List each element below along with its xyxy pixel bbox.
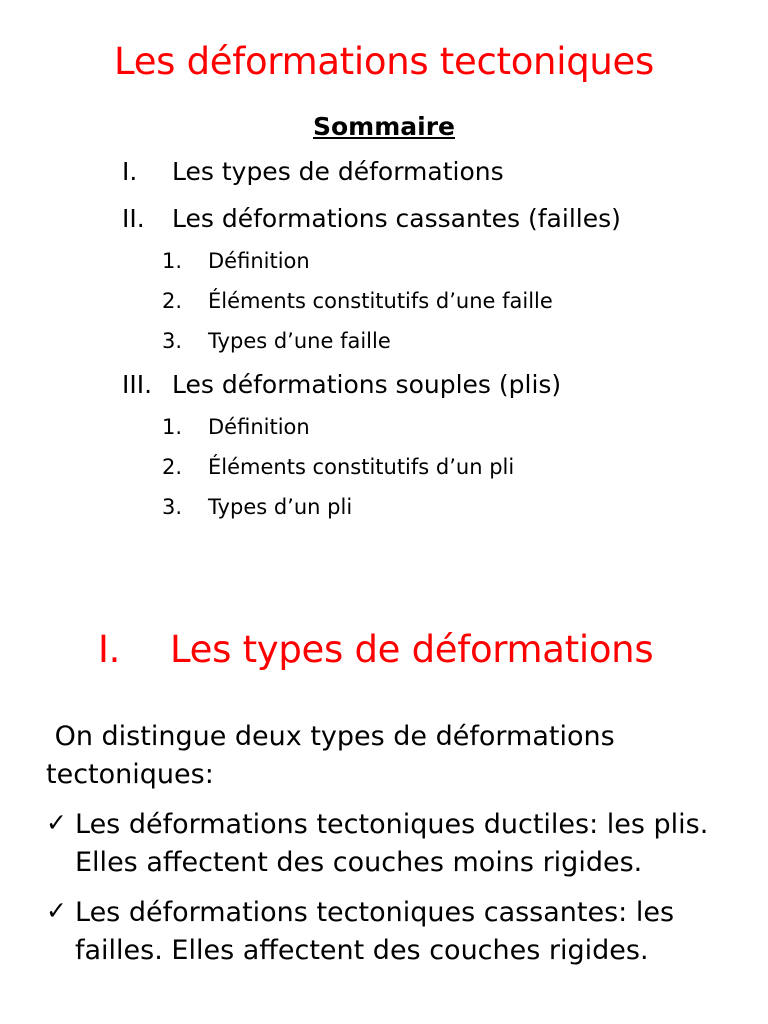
section-intro: On distingue deux types de déformations tectoniques:: [46, 721, 624, 790]
summary-subitem-label: Éléments constitutifs d’un pli: [208, 455, 515, 479]
summary-subitem-number: 2.: [162, 455, 183, 479]
section-title-text: Les types de déformations: [170, 628, 654, 671]
bullet-text: Les déformations tectoniques cassantes: les failles. Elles affectent des couches rigides.: [75, 897, 675, 966]
summary-item-number: I.: [122, 157, 138, 186]
bullet-item: [46, 894, 746, 970]
checkmark-icon: ✓: [46, 808, 67, 837]
summary-subitem: [162, 412, 310, 442]
bullet-item: [46, 806, 746, 882]
summary-heading: Sommaire: [312, 112, 455, 141]
page-title: Les déformations tectoniques: [114, 40, 654, 83]
summary-subitem-label: Types d’un pli: [208, 495, 353, 519]
summary-subitem-label: Éléments constitutifs d’une faille: [208, 289, 553, 313]
summary-item-label: Les types de déformations: [172, 157, 504, 186]
checkmark-icon: ✓: [46, 896, 67, 925]
section-number: I.: [98, 628, 121, 671]
summary-subitem-label: Définition: [208, 415, 310, 439]
bullet-text: Les déformations tectoniques ductiles: les plis. Elles affectent des couches moins rigides.: [75, 809, 709, 878]
summary-subitem: [162, 452, 514, 482]
summary-item-number: III.: [122, 370, 153, 399]
summary-subitem-number: 3.: [162, 329, 183, 353]
summary-subitem: [162, 286, 553, 316]
summary-subitem-number: 1.: [162, 415, 183, 439]
summary-subitem-label: Définition: [208, 249, 310, 273]
summary-item-1: [122, 155, 504, 189]
summary-subitem-number: 1.: [162, 249, 183, 273]
summary-item-label: Les déformations souples (plis): [172, 370, 562, 399]
summary-subitem-label: Types d’une faille: [208, 329, 391, 353]
summary-subitem-number: 2.: [162, 289, 183, 313]
section-title: [98, 626, 653, 674]
summary-item-2: [122, 202, 621, 236]
summary-subitem-number: 3.: [162, 495, 183, 519]
summary-item-label: Les déformations cassantes (failles): [172, 204, 621, 233]
summary-item-number: II.: [122, 204, 145, 233]
summary-subitem: [162, 246, 310, 276]
summary-subitem: [162, 492, 352, 522]
summary-subitem: [162, 326, 391, 356]
summary-item-3: [122, 368, 561, 402]
